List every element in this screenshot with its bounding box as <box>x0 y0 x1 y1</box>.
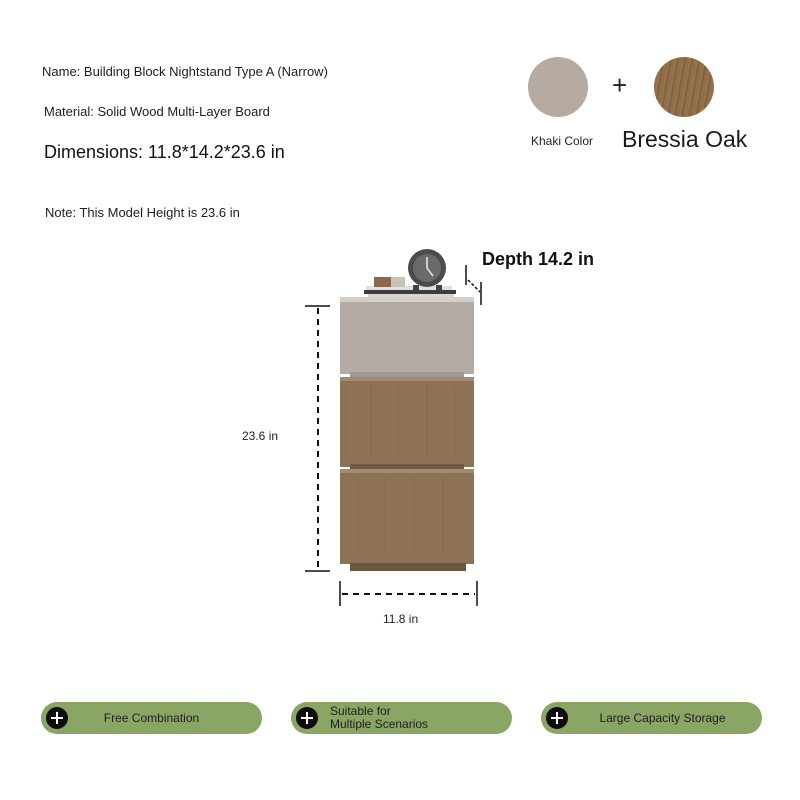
plus-circle-icon <box>296 707 318 729</box>
feature-free-combination <box>41 702 262 734</box>
middle-drawer <box>340 377 474 472</box>
feature-label: Large Capacity Storage <box>599 710 726 725</box>
feature-label: Free Combination <box>103 710 200 725</box>
product-name: Name: Building Block Nightstand Type A (Narrow) <box>42 64 328 79</box>
width-dimension-line <box>340 581 477 606</box>
product-dimensions: Dimensions: 11.8*14.2*23.6 in <box>44 142 285 162</box>
plus-icon: + <box>612 70 628 100</box>
bressia-oak-label: Bressia Oak <box>622 126 748 152</box>
feature-label: Suitable for Multiple Scenarios <box>330 704 429 731</box>
feature-multiple-scenarios <box>291 702 512 734</box>
top-drawer <box>340 297 474 382</box>
product-note: Note: This Model Height is 23.6 in <box>45 205 240 220</box>
khaki-color-label: Khaki Color <box>530 134 594 148</box>
desk-objects <box>364 249 456 302</box>
bottom-drawer <box>340 469 474 571</box>
width-label: 11.8 in <box>383 612 419 626</box>
plus-circle-icon <box>46 707 68 729</box>
feature-large-capacity-storage <box>541 702 762 734</box>
plus-circle-icon <box>546 707 568 729</box>
product-material: Material: Solid Wood Multi-Layer Board <box>44 104 270 119</box>
height-dimension-line <box>305 306 330 571</box>
height-label: 23.6 in <box>242 429 279 443</box>
depth-label: Depth 14.2 in <box>482 249 595 269</box>
